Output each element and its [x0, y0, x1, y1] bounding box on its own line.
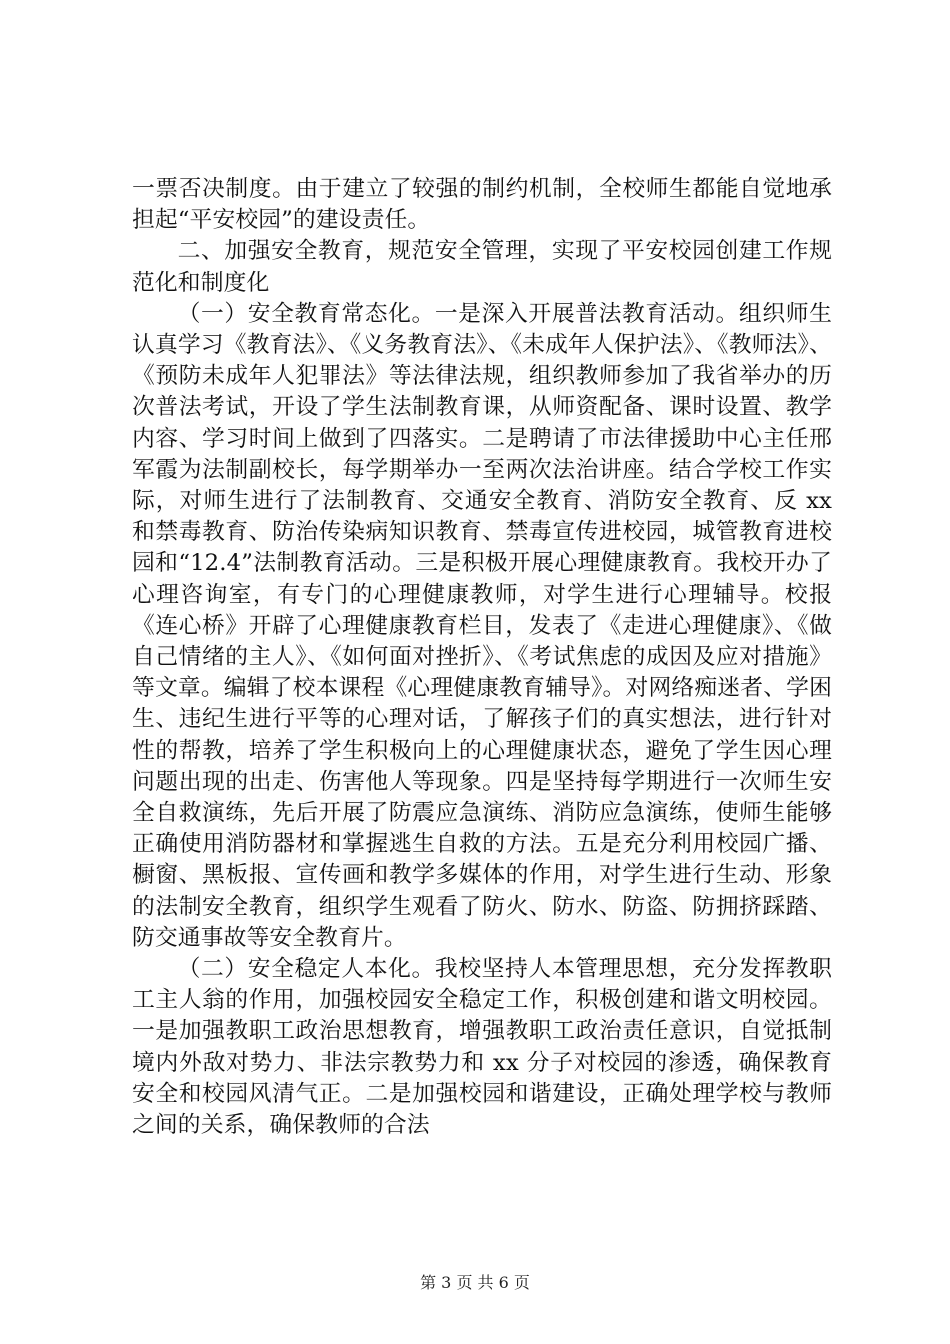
page-number-footer: 第 3 页 共 6 页	[420, 1273, 530, 1292]
document-body	[132, 174, 832, 1141]
paragraph-2-heading: 二、加强安全教育，规范安全管理，实现了平安校园创建工作规范化和制度化	[132, 238, 832, 296]
paragraph-3: （一）安全教育常态化。一是深入开展普法教育活动。组织师生认真学习《教育法》、《义务教育法》、《未成年人保护法》、《教师法》、《预防未成年人犯罪法》等法律法规，组织教师参加了我省举办的历次普法考试，开设了学生法制教育课，从师资配备、课时设置、教学内容、学习时间上做到了四落实。二是聘请了市法律援助中心主任邢军霞为法制副校长，每学期举办一至两次法治讲座。结合学校工作实际，对师生进行了法制教育、交通安全教育、消防安全教育、反 xx 和禁毒教育、防治传染病知识教育、禁毒宣传进校园，城管教育进校园和“12.4”法制教育活动。三是积极开展心理健康教育。我校开办了心理咨询室，有专门的心理健康教师，对学生进行心理辅导。校报《连心桥》开辟了心理健康教育栏目，发表了《走进心理健康》、《做自己情绪的主人》、《如何面对挫折》、《考试焦虑的成因及应对措施》等文章。编辑了校本课程《心理健康教育辅导》。对网络痴迷者、学困生、违纪生进行平等的心理对话，了解孩子们的真实想法，进行针对性的帮教，培养了学生积极向上的心理健康状态，避免了学生因心理问题出现的出走、伤害他人等现象。四是坚持每学期进行一次师生安全自救演练，先后开展了防震应急演练、消防应急演练，使师生能够正确使用消防器材和掌握逃生自救的方法。五是充分利用校园广播、橱窗、黑板报、宣传画和教学多媒体的作用，对学生进行生动、形象的法制安全教育，组织学生观看了防火、防水、防盗、防拥挤踩踏、防交通事故等安全教育片。	[132, 300, 832, 951]
paragraph-4: （二）安全稳定人本化。我校坚持人本管理思想，充分发挥教职工主人翁的作用，加强校园安全稳定工作，积极创建和谐文明校园。一是加强教职工政治思想教育，增强教职工政治责任意识，自觉抵制境内外敌对势力、非法宗教势力和 xx 分子对校园的渗透，确保教育安全和校园风清气正。二是加强校园和谐建设，正确处理学校与教师之间的关系，确保教师的合法	[132, 956, 832, 1139]
paragraph-1: 一票否决制度。由于建立了较强的制约机制，全校师生都能自觉地承担起“平安校园”的建设责任。	[132, 176, 832, 234]
